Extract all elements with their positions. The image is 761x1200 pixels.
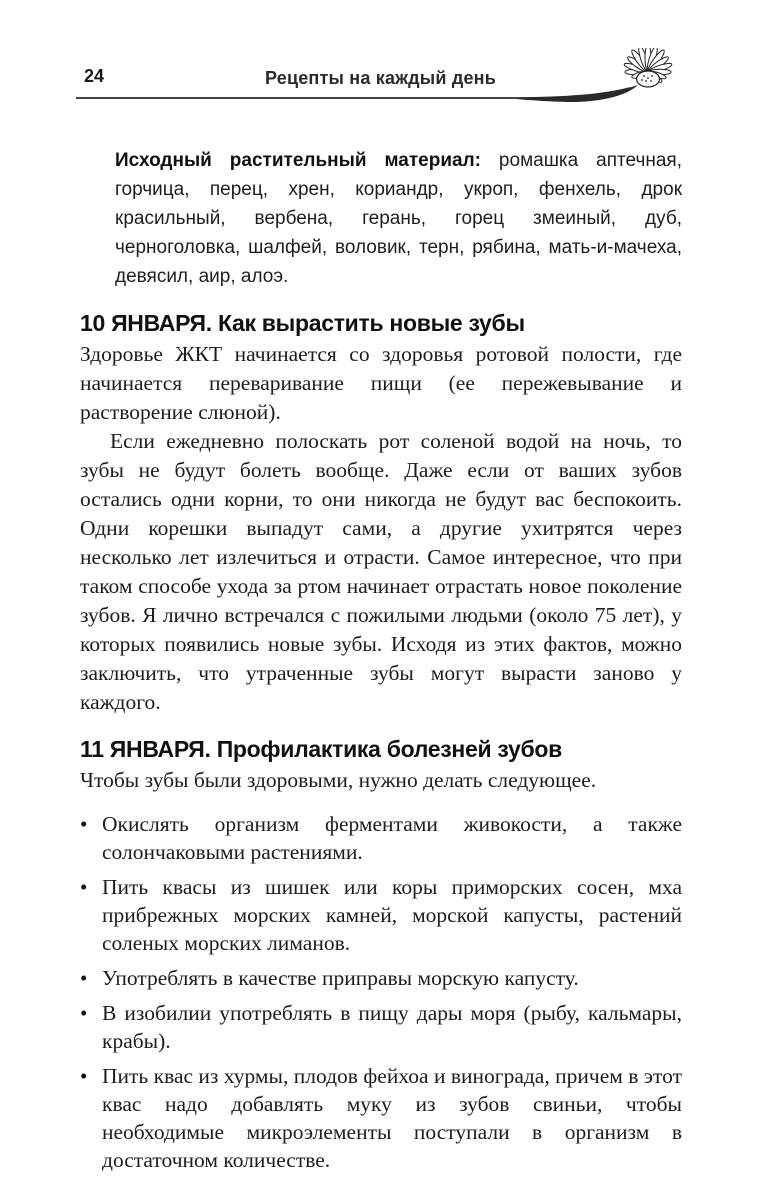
section-heading: 10 ЯНВАРЯ. Как вырастить новые зубы xyxy=(80,310,525,336)
list-item xyxy=(80,1062,682,1174)
paragraph: Чтобы зубы были здоровыми, нужно делать следующее. xyxy=(80,768,597,792)
bullet-marker: • xyxy=(80,966,88,990)
intro-lead: Исходный растительный материал: xyxy=(115,150,481,171)
rule-line xyxy=(76,88,630,98)
bullet-marker: • xyxy=(80,875,88,899)
bullet-marker: • xyxy=(80,1064,88,1088)
rule-swoosh xyxy=(514,85,638,102)
intro-paragraph xyxy=(115,146,682,291)
sunflower-icon xyxy=(623,48,672,87)
list-item-text: В изобилии употреблять в пищу дары моря (рыбу, кальмары, крабы). xyxy=(102,1001,682,1053)
bullet-marker: • xyxy=(80,1001,88,1025)
list-item xyxy=(80,999,682,1055)
paragraph: Здоровье ЖКТ начинается со здоровья ротовой полости, где начинается переваривание пищи (ее пережевывание и растворение слюной). xyxy=(80,342,682,424)
section-heading: 11 ЯНВАРЯ. Профилактика болезней зубов xyxy=(80,736,562,762)
list-item-text: Окислять организм ферментами живокости, а также солончаковыми растениями. xyxy=(102,812,682,864)
list-item-text: Пить квас из хурмы, плодов фейхоа и винограда, причем в этот квас надо добавлять муку из зубов свиньи, чтобы необходимые микроэлементы поступали в организм в достаточном количестве. xyxy=(102,1064,682,1172)
running-title: Рецепты на каждый день xyxy=(264,68,496,88)
section-january-11 xyxy=(80,736,682,1174)
intro-text: ромашка аптечная, горчица, перец, хрен, кориандр, укроп, фенхель, дрок красильный, вербена, герань, горец змеиный, дуб, черноголовка, шалфей, воловик, терн, рябина, мать-и-мачеха, девясил, аир, алоэ. xyxy=(115,150,682,287)
bullet-list xyxy=(80,810,682,1174)
paragraph: Если ежедневно полоскать рот соленой водой на ночь, то зубы не будут болеть вообще. Даже если от ваших зубов остались одни корни, то они никогда не будут вас беспокоить. Одни корешки выпадут сами, а другие ухитрятся через несколько лет излечиться и отрасти. Самое интересное, что при таком способе ухода за ртом начинает отрастать новое поколение зубов. Я лично встречался с пожилыми людьми (около 75 лет), у которых появились новые зубы. Исходя из этих фактов, можно заключить, что утраченные зубы могут вырасти заново у каждого. xyxy=(80,429,682,714)
list-item xyxy=(80,873,682,957)
section-january-10 xyxy=(80,310,682,717)
bullet-marker: • xyxy=(80,812,88,836)
page-number: 24 xyxy=(84,66,105,86)
page-header xyxy=(0,0,761,104)
list-item-text: Пить квасы из шишек или коры приморских сосен, мха прибрежных морских камней, морской капусты, растений соленых морских лиманов. xyxy=(102,875,682,955)
list-item xyxy=(80,964,682,992)
list-item xyxy=(80,810,682,866)
list-item-text: Употреблять в качестве приправы морскую капусту. xyxy=(102,966,579,990)
header-rule xyxy=(76,48,694,106)
page-content xyxy=(80,146,682,1174)
